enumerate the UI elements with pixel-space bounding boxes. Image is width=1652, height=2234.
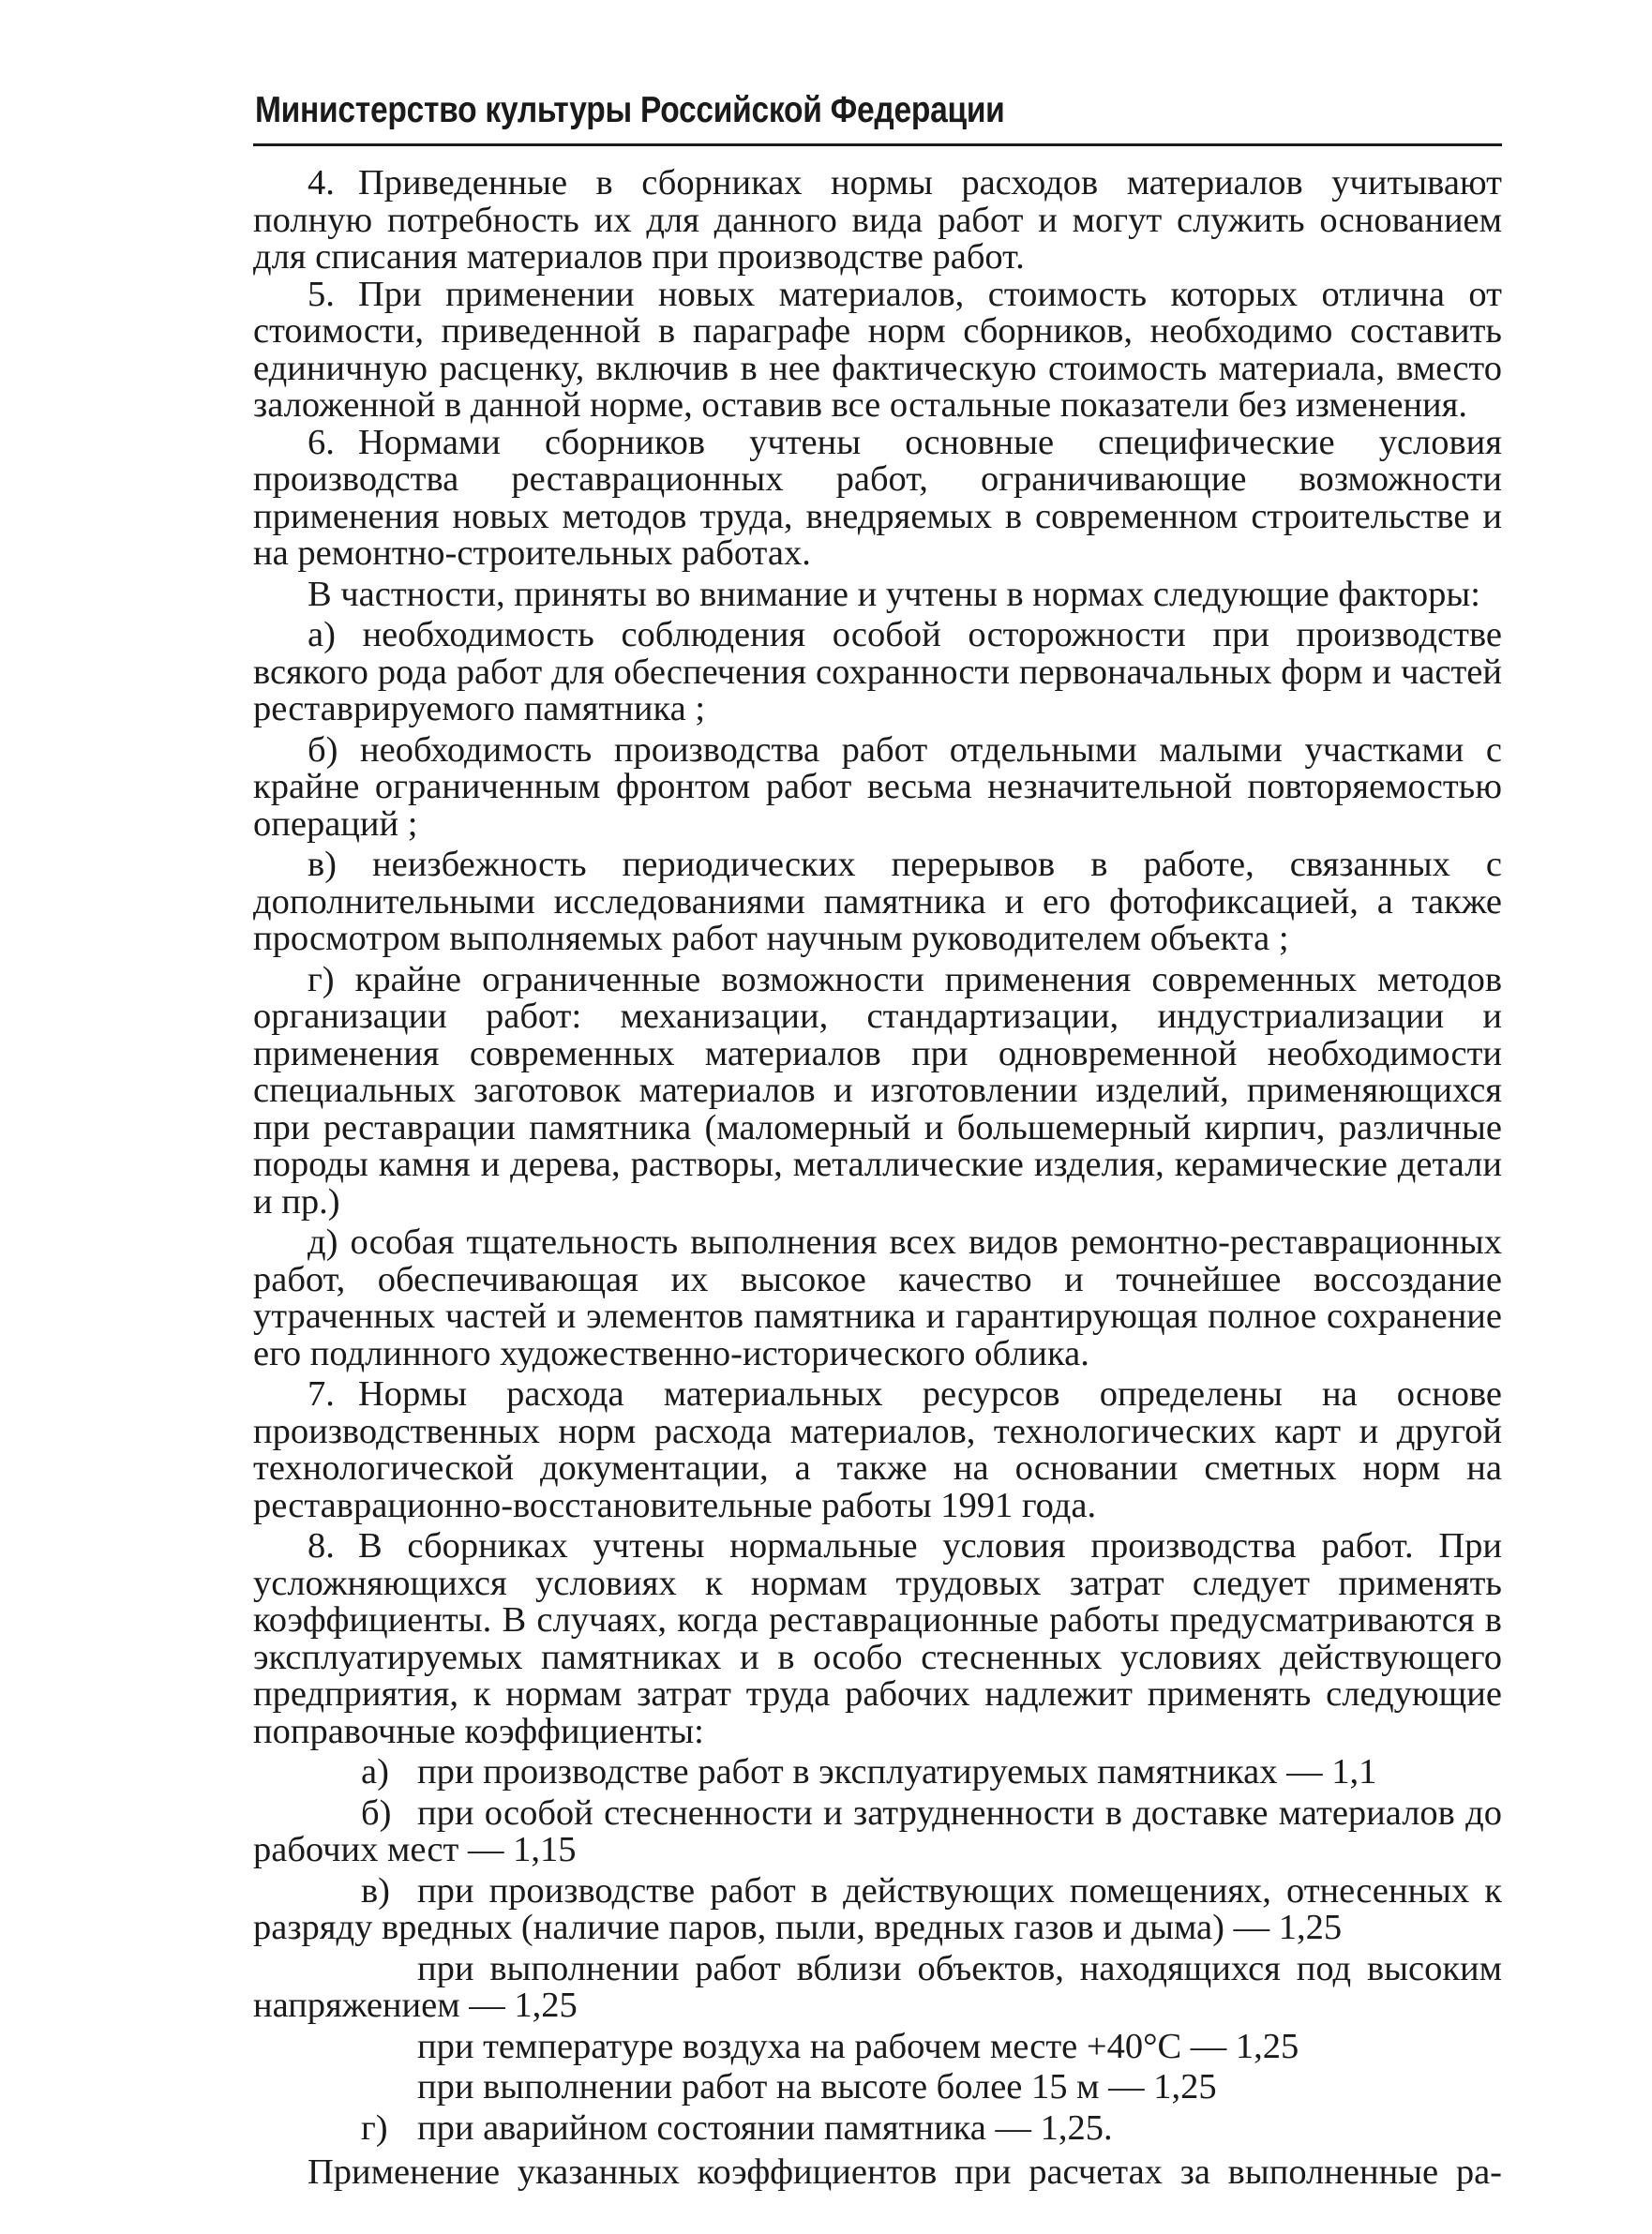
item-number: 7.: [308, 1374, 335, 1414]
page-header-title: Министерство культуры Российской Федерации: [255, 90, 1005, 130]
item-number: 8.: [308, 1526, 335, 1566]
factor-g: г) крайне ограниченные возможности применения современных методов организации работ: механизации, стандартизации, индустриализации и применения современных материалов при одновременной необходимости специальных заготовок материалов и изготовлении изделий, применяющихся при реставрации памятника (маломерный и большемерный кирпич, различные породы камня и дерева, растворы, металлические изделия, керамические детали и пр.): [253, 959, 1502, 1222]
coefficient-b: [253, 1792, 1502, 1869]
coefficient-g: [253, 2107, 1502, 2148]
coefficient-text: при производстве работ в эксплуатируемых памятниках — 1,1: [417, 1752, 1377, 1792]
item-text: В сборниках учтены нормальные условия производства работ. При усложняющихся условиях к нормам трудовых затрат следует применять коэффициенты. В случаях, когда реставрационные работы предусматриваются в эксплуатируемых памятниках и в особо стесненных условиях действующего предприятия, к нормам затрат труда рабочих надлежит применять следующие поправочные коэффициенты:: [253, 1526, 1502, 1751]
coefficient-v-height: при выполнении работ на высоте более 15 м — 1,25: [417, 2067, 1217, 2107]
coefficient-text: при аварийном состоянии памятника — 1,25.: [417, 2107, 1113, 2148]
factor-a: а) необходимость соблюдения особой осторожности при производстве всякого рода работ для обеспечения сохранности первоначальных форм и частей реставрируемого памятника ;: [253, 615, 1502, 728]
coefficient-v-high-voltage: при выполнении работ вблизи объектов, находящихся под высоким напряжением — 1,25: [253, 1948, 1502, 2025]
paragraph-item-5: [253, 274, 1502, 425]
coefficient-label: г): [361, 2107, 388, 2148]
item-number: 5.: [308, 274, 335, 314]
factor-v: в) неизбежность периодических перерывов в работе, связанных с дополнительными исследованиями памятника и его фотофиксацией, а также просмотром выполняемых работ научным руководителем объекта ;: [253, 845, 1502, 958]
coefficient-v-temperature: при температуре воздуха на рабочем месте +40°С — 1,25: [417, 2026, 1299, 2066]
paragraph-item-8: [253, 1528, 1502, 1750]
coefficient-label: а): [361, 1752, 389, 1792]
header-rule: [253, 143, 1502, 146]
paragraph-item-7: [253, 1376, 1502, 1524]
item-number: 6.: [308, 422, 335, 462]
coefficient-text: при производстве работ в действующих помещениях, отнесенных к разряду вредных (наличие паров, пыли, вредных газов и дыма) — 1,25: [253, 1870, 1502, 1947]
item-text: Нормы расхода материальных ресурсов определены на основе производственных норм расхода материалов, технологических карт и другой технологической документации, а также на основании сметных норм на реставрационно-восстановительные работы 1991 года.: [253, 1374, 1502, 1525]
item-number: 4.: [308, 163, 335, 202]
item-text: Приведенные в сборниках нормы расходов материалов учитывают полную потребность их для данного вида работ и могут служить основанием для списания материалов при производстве работ.: [253, 163, 1502, 277]
coefficient-label: б): [361, 1792, 392, 1833]
coefficient-text: при особой стесненности и затрудненности в доставке материалов до рабочих мест — 1,15: [253, 1792, 1502, 1869]
paragraph-item-6: [253, 422, 1502, 573]
item-text: При применении новых материалов, стоимость которых отлична от стоимости, приведенной в параграфе норм сборников, необходимо составить единичную расценку, включив в нее фактическую стоимость материала, вместо заложенной в данной норме, оставив все остальные показатели без изменения.: [253, 274, 1502, 425]
factor-b: б) необходимость производства работ отдельными малыми участками с крайне ограниченным фронтом работ весьма незначительной повторяемостью операций ;: [253, 729, 1502, 844]
paragraph-item-4: [253, 165, 1502, 277]
coefficient-label: в): [361, 1870, 390, 1911]
coefficient-a: [253, 1754, 1502, 1792]
final-line: Применение указанных коэффициентов при расчетах за выполненные ра-: [308, 2152, 1502, 2192]
document-body: [253, 165, 1502, 2192]
item-text: Нормами сборников учтены основные специфические условия производства реставрационных работ, ограничивающие возможности применения новых методов труда, внедряемых в современном строительстве и на ремонтно-строительных работах.: [253, 422, 1502, 573]
factor-d: д) особая тщательность выполнения всех видов ремонтно-реставрационных работ, обеспечивающая их высокое качество и точнейшее воссоздание утраченных частей и элементов памятника и гарантирующая полное сохранение его подлинного художественно-исторического облика.: [253, 1222, 1502, 1373]
factors-intro: В частности, приняты во внимание и учтены в нормах следующие факторы:: [308, 574, 1480, 614]
coefficient-v: [253, 1870, 1502, 1947]
